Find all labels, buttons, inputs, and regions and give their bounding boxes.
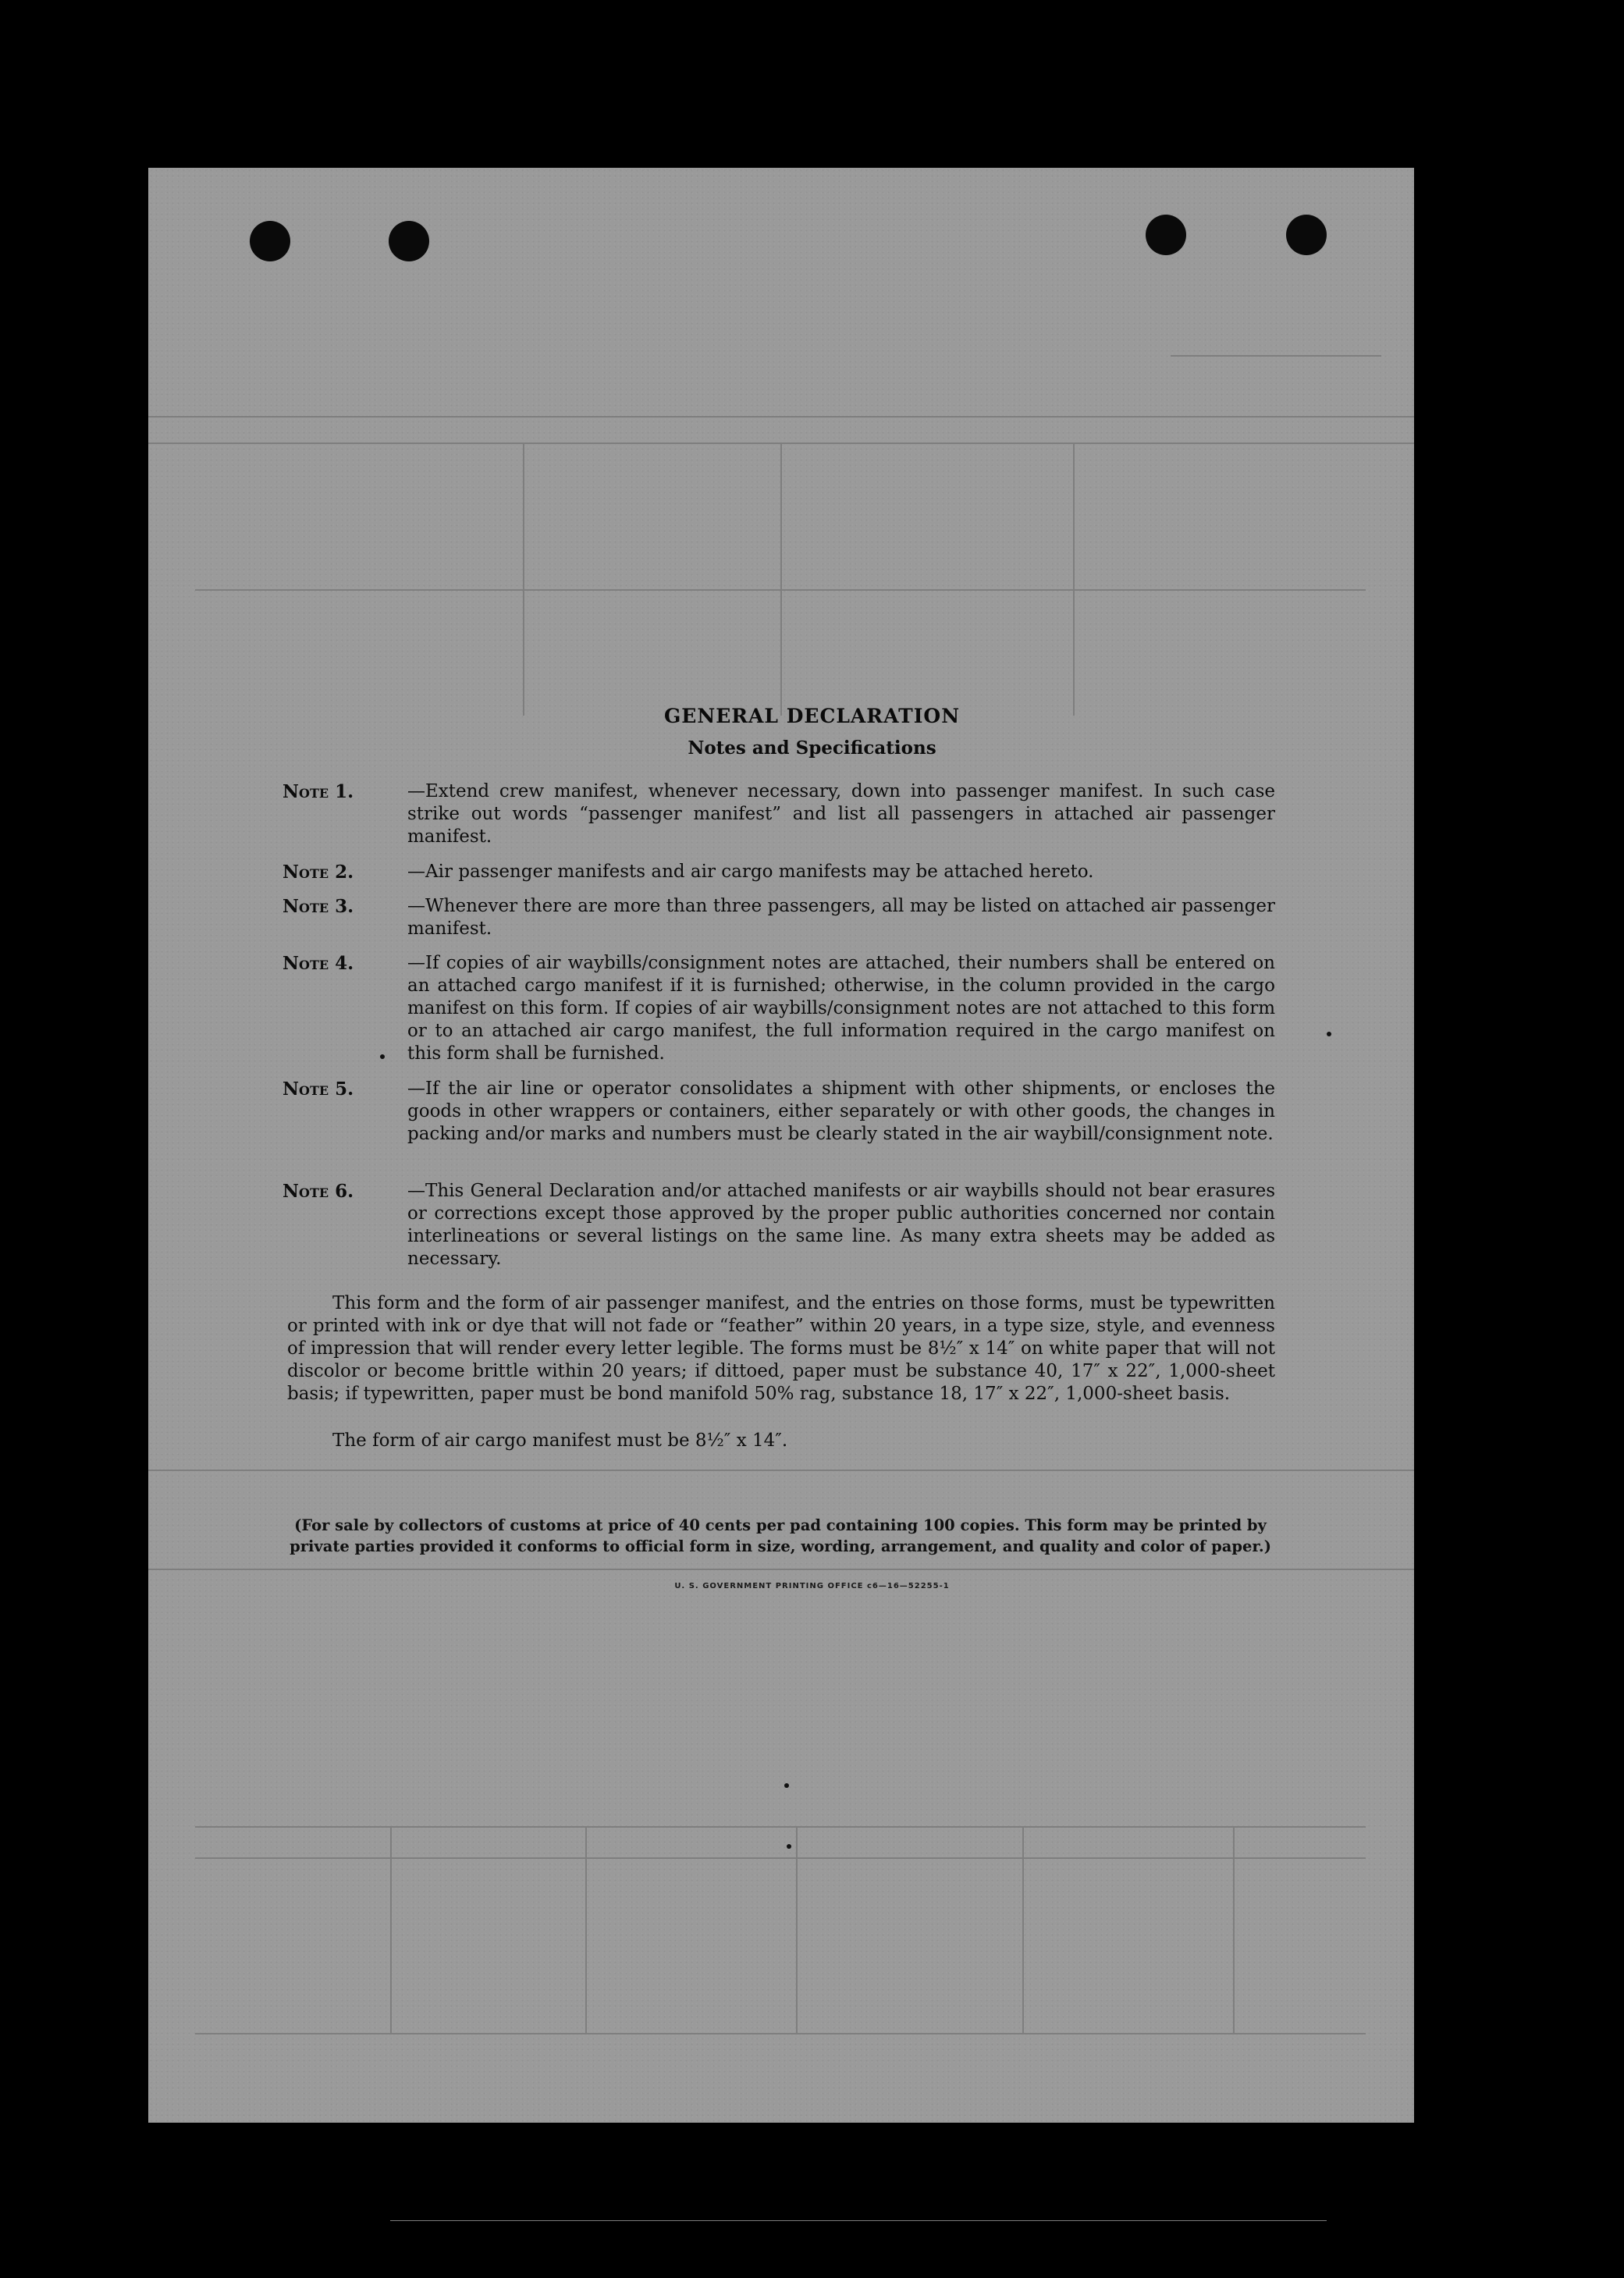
- note-label: Note 5.: [283, 1079, 354, 1100]
- sale-notice: (For sale by collectors of customs at price of 40 cents per pad containing 100 copies. This form may be printed by private parties provided it conforms to official form in size, wording, arrangement, and quality and color of paper.): [290, 1516, 1271, 1555]
- ink-speck: [784, 1783, 789, 1788]
- note-1: [283, 780, 1275, 848]
- bleed-through-rule: [148, 1470, 1414, 1471]
- punch-hole: [250, 221, 290, 261]
- note-6: [283, 1180, 1275, 1270]
- punch-hole: [1146, 215, 1186, 255]
- bleed-through-rule: [1073, 442, 1075, 716]
- bleed-through-rule: [195, 2033, 1366, 2035]
- note-2: [283, 861, 1275, 883]
- note-label: Note 4.: [283, 953, 354, 974]
- note-4: [283, 952, 1275, 1065]
- bleed-through-rule: [195, 1857, 1366, 1859]
- bleed-through-rule: [148, 416, 1414, 418]
- bleed-through-rule: [1022, 1826, 1024, 2033]
- punch-hole: [389, 221, 429, 261]
- note-text: —Air passenger manifests and air cargo manifests may be attached hereto.: [407, 862, 1094, 882]
- note-label: Note 2.: [283, 862, 354, 883]
- punch-hole: [1286, 215, 1327, 255]
- bleed-through-rule: [1233, 1826, 1235, 2033]
- bleed-through-rule: [195, 1826, 1366, 1828]
- bleed-through-rule: [780, 442, 782, 716]
- document-title: GENERAL DECLARATION: [663, 705, 961, 727]
- cargo-manifest-size-paragraph: The form of air cargo manifest must be 8½″ x 14″.: [332, 1430, 788, 1451]
- ink-speck: [1327, 1032, 1331, 1036]
- bleed-through-rule: [523, 442, 524, 716]
- document-subtitle: Notes and Specifications: [688, 737, 936, 759]
- note-5: [283, 1078, 1275, 1146]
- note-label: Note 6.: [283, 1181, 354, 1202]
- note-text: —Whenever there are more than three passengers, all may be listed on attached air passenger manifest.: [407, 896, 1275, 939]
- specification-paragraph: This form and the form of air passenger manifest, and the entries on those forms, must be typewritten or printed with ink or dye that will not fade or “feather” within 20 years, in a type size, style, and evenness of impression that will render every letter legible. The forms must be 8½″ x 14″ on white paper that will not discolor or become brittle within 20 years; if dittoed, paper must be substance 40, 17″ x 22″, 1,000-sheet basis; if typewritten, paper must be bond manifold 50% rag, substance 18, 17″ x 22″, 1,000-sheet basis.: [287, 1293, 1275, 1404]
- bleed-through-rule: [390, 1826, 392, 2033]
- ink-speck: [787, 1844, 791, 1849]
- note-label: Note 3.: [283, 896, 354, 917]
- note-3: [283, 895, 1275, 940]
- ink-speck: [380, 1054, 385, 1059]
- note-text: —This General Declaration and/or attached manifests or air waybills should not bear erasures or corrections except those approved by the proper public authorities concerned nor contain interlineations or several listings on the same line. As many extra sheets may be added as necessary.: [407, 1181, 1275, 1269]
- note-text: —If the air line or operator consolidates a shipment with other shipments, or encloses the goods in other wrappers or containers, either separately or with other goods, the changes in packing and/or marks and numbers must be clearly stated in the air waybill/consignment note.: [407, 1079, 1275, 1144]
- bleed-through-rule: [148, 1569, 1414, 1570]
- note-text: —Extend crew manifest, whenever necessary, down into passenger manifest. In such case strike out words “passenger manifest” and list all passengers in attached air passenger manifest.: [407, 781, 1275, 847]
- bleed-through-rule: [1171, 355, 1381, 357]
- bleed-through-rule: [390, 2220, 1327, 2221]
- bleed-through-rule: [796, 1826, 798, 2033]
- printer-line: U. S. GOVERNMENT PRINTING OFFICE c6—16—52255-1: [674, 1582, 950, 1590]
- bleed-through-rule: [585, 1826, 587, 2033]
- note-label: Note 1.: [283, 781, 354, 802]
- note-text: —If copies of air waybills/consignment notes are attached, their numbers shall be entered on an attached cargo manifest if it is furnished; otherwise, in the column provided in the cargo manifest on this form. If copies of air waybills/consignment notes are not attached to this form or to an attached air cargo manifest, the full information required in the cargo manifest on this form shall be furnished.: [407, 953, 1275, 1064]
